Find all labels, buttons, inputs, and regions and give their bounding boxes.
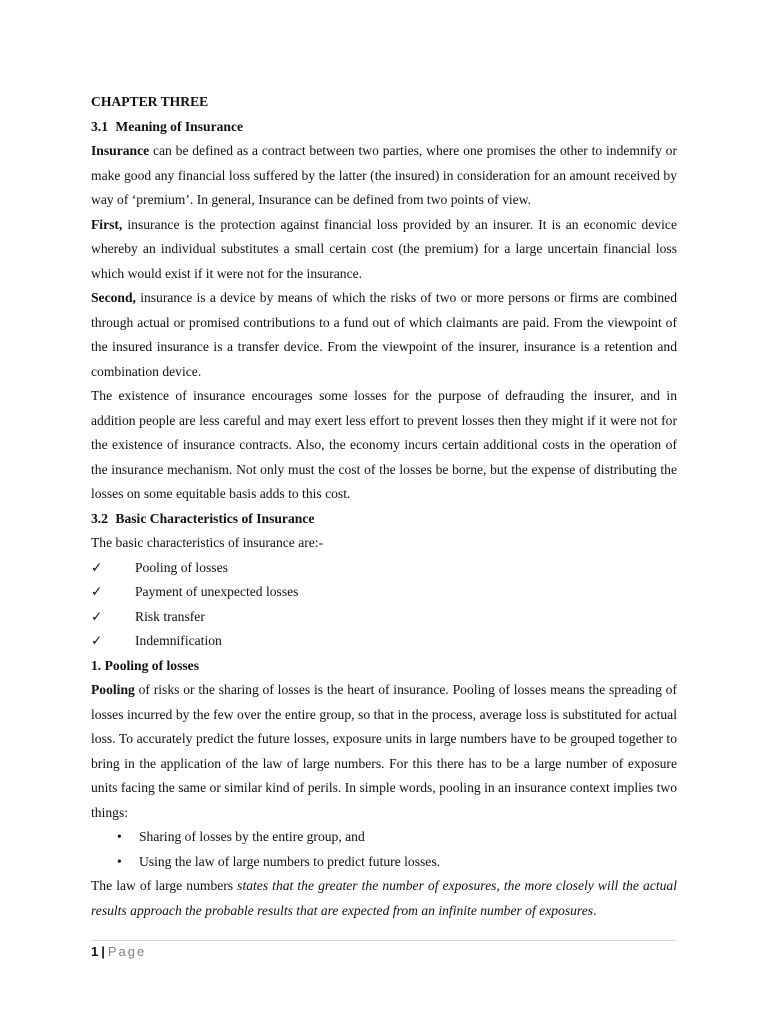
paragraph-existence: The existence of insurance encourages some losses for the purpose of defrauding the insurer, and in addition people are less careful and may exert less effort to prevent losses then they might if it were not for the existence of insurance contracts. Also, the economy incurs certain additional costs in the operation of the insurance mechanism. Not only must the cost of the losses be borne, but the expense of distributing the losses on some equitable basis adds to this cost. xyxy=(91,388,677,501)
paragraph-text: insurance is a device by means of which the risks of two or more persons or firms are combined through actual or promised contributions to a fund out of which claimants are paid. From the viewpoint of the insured insurance is a transfer device. From the viewpoint of the insurer, insurance is a retention and combination device. xyxy=(91,290,677,379)
list-item: • Sharing of losses by the entire group, and xyxy=(91,825,677,850)
check-icon: ✓ xyxy=(91,633,103,648)
italic-definition: states that the greater the number of exposures, the more closely will the actual results approach the probable results that are expected from an infinite number of exposures xyxy=(91,878,677,918)
list-item: ✓ Risk transfer xyxy=(91,605,677,630)
list-item: ✓ Pooling of losses xyxy=(91,556,677,581)
check-icon: ✓ xyxy=(91,559,103,575)
paragraph-text: can be defined as a contract between two parties, where one promises the other to indemnify or make good any financial loss suffered by the latter (the insured) in consideration for an amount received by way of ‘premium’. In general, Insurance can be defined from two points of view. xyxy=(91,143,677,207)
page-label: Page xyxy=(107,944,147,959)
document-body xyxy=(91,90,677,923)
section-title: Meaning of Insurance xyxy=(115,118,244,134)
section-heading-3-2 xyxy=(91,507,677,532)
list-item: ✓ Indemnification xyxy=(91,629,677,654)
paragraph-text: insurance is the protection against financial loss provided by an insurer. It is an economic device whereby an individual substitutes a small certain cost (the premium) for a large uncertain financial loss which would exist if it were not for the insurance. xyxy=(91,216,677,281)
list-item: • Using the law of large numbers to predict future losses. xyxy=(91,850,677,875)
check-icon: ✓ xyxy=(91,608,103,624)
paragraph-first-view xyxy=(91,213,677,287)
page-footer xyxy=(91,943,146,961)
subsection-heading-pooling: 1. Pooling of losses xyxy=(91,657,199,673)
lead-term: Insurance xyxy=(91,143,150,158)
chapter-title: CHAPTER THREE xyxy=(91,94,209,109)
bullet-icon: • xyxy=(117,853,122,869)
characteristics-intro: The basic characteristics of insurance are:- xyxy=(91,535,324,550)
lead-term: First, xyxy=(91,216,123,232)
section-number: 3.1 xyxy=(91,118,108,134)
paragraph-insurance-definition xyxy=(91,139,677,213)
check-icon: ✓ xyxy=(91,584,103,599)
paragraph-second-view xyxy=(91,286,677,384)
pooling-points-list xyxy=(91,825,677,874)
paragraph-pooling xyxy=(91,678,677,825)
section-number: 3.2 xyxy=(91,510,108,526)
lead-term: Pooling xyxy=(91,682,135,697)
characteristics-list xyxy=(91,556,677,654)
bullet-icon: • xyxy=(117,829,122,844)
footer-divider xyxy=(91,940,677,941)
paragraph-text: of risks or the sharing of losses is the heart of insurance. Pooling of losses means the spreading of losses incurred by the few over the entire group, so that in the process, average loss is substituted for actual loss. To accurately predict the future losses, exposure units in large numbers have to be grouped together to bring in the application of the law of large numbers. For this there has to be a large number of exposure units facing the same or similar kind of perils. In simple words, pooling in an insurance context implies two things: xyxy=(91,682,677,820)
page-number: 1 xyxy=(91,944,99,959)
lead-term: Second, xyxy=(91,290,136,305)
paragraph-law-of-large-numbers: The law of large numbers states that the greater the number of exposures, the more closely will the actual results approach the probable results that are expected from an infinite number of exposures. xyxy=(91,878,677,918)
section-title: Basic Characteristics of Insurance xyxy=(115,510,315,526)
section-heading-3-1 xyxy=(91,115,677,140)
page-separator: | xyxy=(101,944,105,959)
list-item: ✓ Payment of unexpected losses xyxy=(91,580,677,605)
